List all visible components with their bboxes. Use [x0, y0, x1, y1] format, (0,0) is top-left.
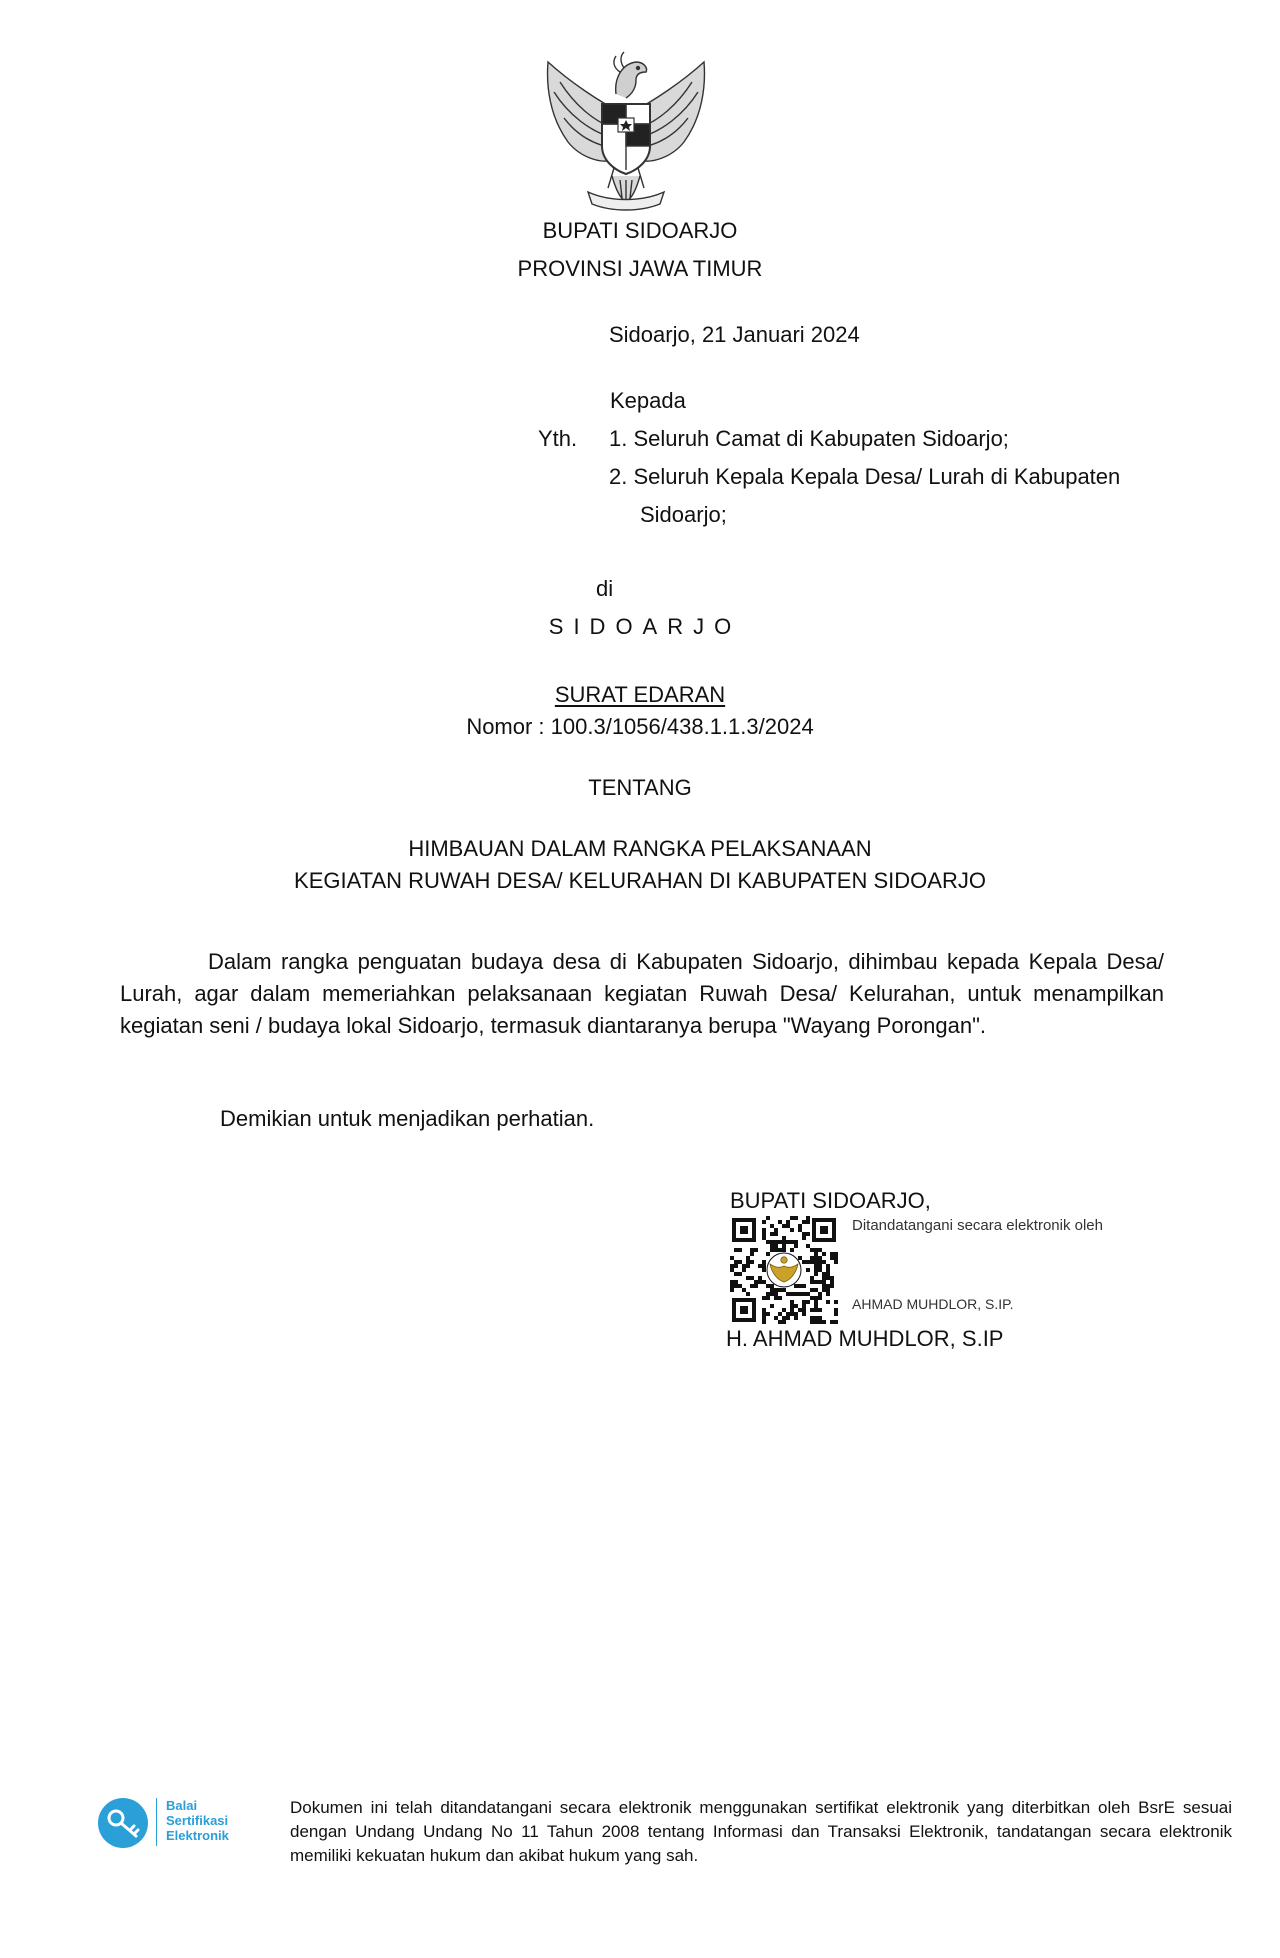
- qr-module: [774, 1244, 778, 1248]
- qr-module: [834, 1252, 838, 1256]
- footer-logo-divider: [156, 1798, 157, 1846]
- qr-module: [814, 1260, 818, 1264]
- qr-module: [778, 1296, 782, 1300]
- qr-module: [754, 1248, 758, 1252]
- qr-module: [746, 1260, 750, 1264]
- qr-module: [826, 1300, 830, 1304]
- qr-module: [766, 1296, 770, 1300]
- qr-module: [782, 1224, 786, 1228]
- qr-module: [822, 1284, 826, 1288]
- qr-module: [738, 1260, 742, 1264]
- qr-module: [810, 1260, 814, 1264]
- qr-module: [782, 1248, 786, 1252]
- qr-module: [742, 1288, 746, 1292]
- qr-module: [786, 1240, 790, 1244]
- qr-module: [782, 1316, 786, 1320]
- qr-module: [818, 1316, 822, 1320]
- qr-module: [774, 1316, 778, 1320]
- qr-module: [734, 1284, 738, 1288]
- qr-module: [778, 1312, 782, 1316]
- qr-module: [762, 1280, 766, 1284]
- qr-module: [734, 1280, 738, 1284]
- bsre-logo-line: Balai: [166, 1798, 198, 1813]
- qr-module: [738, 1284, 742, 1288]
- qr-module: [766, 1240, 770, 1244]
- qr-module: [790, 1312, 794, 1316]
- qr-module: [818, 1264, 822, 1268]
- qr-module: [818, 1248, 822, 1252]
- qr-module: [830, 1284, 834, 1288]
- qr-module: [830, 1280, 834, 1284]
- qr-module: [834, 1308, 838, 1312]
- qr-module: [762, 1220, 766, 1224]
- salutation-label: Yth.: [538, 426, 578, 451]
- qr-module: [770, 1292, 774, 1296]
- qr-module: [774, 1228, 778, 1232]
- qr-module: [754, 1284, 758, 1288]
- qr-module: [774, 1296, 778, 1300]
- qr-module: [794, 1312, 798, 1316]
- qr-module: [798, 1292, 802, 1296]
- qr-module: [762, 1236, 766, 1240]
- footer-esign-notice: Dokumen ini telah ditandatangani secara elektronik menggunakan sertifikat elektronik yang diterbitkan oleh BsrE sesuai dengan Undang Undang No 11 Tahun 2008 tentang Informasi dan Transaksi Elektronik, tandatangan secara elektronik memiliki kekuatan hukum dan akibat hukum yang sah.: [290, 1798, 1232, 1865]
- qr-module: [814, 1316, 818, 1320]
- qr-module: [822, 1260, 826, 1264]
- qr-module: [758, 1280, 762, 1284]
- qr-module: [770, 1248, 774, 1252]
- qr-module: [786, 1292, 790, 1296]
- qr-module: [814, 1320, 818, 1324]
- qr-module: [786, 1220, 790, 1224]
- qr-module: [750, 1276, 754, 1280]
- qr-module: [826, 1292, 830, 1296]
- qr-module: [806, 1300, 810, 1304]
- qr-module: [814, 1264, 818, 1268]
- qr-code-icon: [730, 1216, 838, 1324]
- qr-module: [802, 1312, 806, 1316]
- qr-module: [762, 1228, 766, 1232]
- qr-module: [790, 1228, 794, 1232]
- qr-module: [734, 1264, 738, 1268]
- qr-module: [750, 1248, 754, 1252]
- esign-note: Ditandatangani secara elektronik oleh: [852, 1217, 1103, 1234]
- qr-module: [746, 1276, 750, 1280]
- qr-module: [814, 1300, 818, 1304]
- bsre-logo-icon: [96, 1796, 150, 1850]
- qr-module: [802, 1232, 806, 1236]
- qr-module: [746, 1256, 750, 1260]
- qr-module: [746, 1264, 750, 1268]
- qr-module: [770, 1284, 774, 1288]
- qr-module: [758, 1276, 762, 1280]
- qr-module: [798, 1256, 802, 1260]
- qr-module: [762, 1320, 766, 1324]
- qr-module: [794, 1304, 798, 1308]
- qr-module: [810, 1276, 814, 1280]
- letter-date: Sidoarjo, 21 Januari 2024: [609, 322, 860, 347]
- qr-module: [774, 1240, 778, 1244]
- recipient-item: 2. Seluruh Kepala Kepala Desa/ Lurah di Kabupaten: [609, 464, 1121, 489]
- qr-module: [802, 1236, 806, 1240]
- qr-module: [762, 1308, 766, 1312]
- qr-module: [806, 1220, 810, 1224]
- qr-module: [790, 1300, 794, 1304]
- qr-module: [794, 1292, 798, 1296]
- qr-module: [794, 1216, 798, 1220]
- qr-module: [790, 1216, 794, 1220]
- qr-module: [762, 1312, 766, 1316]
- garuda-emblem-icon: [540, 42, 712, 217]
- qr-module: [738, 1248, 742, 1252]
- qr-module: [778, 1220, 782, 1224]
- qr-module: [734, 1248, 738, 1252]
- qr-module: [770, 1240, 774, 1244]
- qr-module: [806, 1216, 810, 1220]
- qr-module: [802, 1260, 806, 1264]
- qr-module: [822, 1272, 826, 1276]
- qr-module: [770, 1288, 774, 1292]
- qr-module: [770, 1232, 774, 1236]
- qr-module: [826, 1264, 830, 1268]
- qr-module: [818, 1268, 822, 1272]
- qr-module: [814, 1252, 818, 1256]
- qr-module: [810, 1288, 814, 1292]
- qr-module: [818, 1256, 822, 1260]
- signatory-title: BUPATI SIDOARJO,: [730, 1188, 931, 1213]
- qr-module: [834, 1256, 838, 1260]
- subject-heading: TENTANG: [588, 775, 692, 800]
- qr-module: [806, 1268, 810, 1272]
- qr-module: [818, 1260, 822, 1264]
- qr-module: [766, 1312, 770, 1316]
- qr-module: [834, 1300, 838, 1304]
- qr-module: [814, 1304, 818, 1308]
- qr-module: [770, 1244, 774, 1248]
- qr-module: [766, 1216, 770, 1220]
- qr-module: [830, 1252, 834, 1256]
- qr-module: [782, 1240, 786, 1244]
- document-type: SURAT EDARAN: [554, 682, 726, 707]
- qr-module: [730, 1264, 734, 1268]
- government-title: BUPATI SIDOARJO: [542, 218, 738, 243]
- qr-module: [762, 1316, 766, 1320]
- qr-module: [818, 1296, 822, 1300]
- qr-module: [822, 1320, 826, 1324]
- qr-module: [806, 1244, 810, 1248]
- qr-module: [822, 1252, 826, 1256]
- qr-module: [786, 1224, 790, 1228]
- qr-module: [782, 1288, 786, 1292]
- bsre-logo-line: Sertifikasi: [166, 1813, 229, 1828]
- recipient-heading: Kepada: [610, 388, 686, 413]
- qr-module: [742, 1264, 746, 1268]
- qr-module: [814, 1296, 818, 1300]
- qr-module: [806, 1260, 810, 1264]
- qr-module: [750, 1260, 754, 1264]
- recipient-item: 1. Seluruh Camat di Kabupaten Sidoarjo;: [609, 426, 1009, 451]
- qr-module: [758, 1264, 762, 1268]
- qr-module: [802, 1220, 806, 1224]
- document-number: Nomor : 100.3/1056/438.1.1.3/2024: [466, 714, 814, 739]
- qr-module: [794, 1244, 798, 1248]
- qr-module: [834, 1260, 838, 1264]
- qr-module: [762, 1264, 766, 1268]
- qr-module: [734, 1260, 738, 1264]
- qr-module: [750, 1284, 754, 1288]
- qr-module: [790, 1292, 794, 1296]
- qr-module: [798, 1224, 802, 1228]
- qr-module: [742, 1268, 746, 1272]
- qr-module: [730, 1256, 734, 1260]
- qr-module: [738, 1272, 742, 1276]
- bsre-logo-text: [160, 1798, 229, 1843]
- qr-module: [826, 1288, 830, 1292]
- qr-module: [818, 1320, 822, 1324]
- qr-module: [782, 1320, 786, 1324]
- qr-module: [810, 1256, 814, 1260]
- qr-module: [826, 1276, 830, 1280]
- qr-module: [814, 1256, 818, 1260]
- qr-module: [798, 1228, 802, 1232]
- qr-module: [822, 1280, 826, 1284]
- qr-module: [770, 1224, 774, 1228]
- qr-module: [762, 1296, 766, 1300]
- qr-module: [790, 1248, 794, 1252]
- closing-sentence: Demikian untuk menjadikan perhatian.: [220, 1106, 595, 1131]
- qr-module: [834, 1312, 838, 1316]
- qr-module: [790, 1304, 794, 1308]
- qr-module: [802, 1300, 806, 1304]
- qr-module: [782, 1236, 786, 1240]
- qr-module: [794, 1316, 798, 1320]
- qr-module: [778, 1248, 782, 1252]
- qr-module: [814, 1288, 818, 1292]
- qr-module: [822, 1276, 826, 1280]
- qr-module: [730, 1288, 734, 1292]
- location-prefix: di: [596, 576, 614, 601]
- qr-module: [810, 1280, 814, 1284]
- subject-line: HIMBAUAN DALAM RANGKA PELAKSANAAN: [408, 836, 872, 861]
- qr-module: [766, 1252, 770, 1256]
- qr-module: [782, 1308, 786, 1312]
- qr-module: [754, 1280, 758, 1284]
- esign-name: AHMAD MUHDLOR, S.IP.: [852, 1296, 1014, 1312]
- qr-module: [730, 1280, 734, 1284]
- qr-module: [818, 1292, 822, 1296]
- qr-module: [774, 1292, 778, 1296]
- qr-module: [806, 1232, 810, 1236]
- qr-module: [794, 1284, 798, 1288]
- qr-module: [770, 1304, 774, 1308]
- qr-module: [762, 1260, 766, 1264]
- qr-module: [750, 1252, 754, 1256]
- location-name: SIDOARJO: [548, 614, 742, 639]
- qr-module: [778, 1288, 782, 1292]
- qr-module: [730, 1284, 734, 1288]
- qr-module: [826, 1272, 830, 1276]
- qr-module: [810, 1320, 814, 1324]
- qr-module: [810, 1248, 814, 1252]
- qr-module: [786, 1316, 790, 1320]
- qr-module: [810, 1308, 814, 1312]
- qr-module: [802, 1284, 806, 1288]
- recipient-item-continuation: Sidoarjo;: [640, 502, 727, 527]
- qr-module: [766, 1292, 770, 1296]
- qr-module: [830, 1256, 834, 1260]
- bsre-logo-line: Elektronik: [166, 1828, 229, 1843]
- qr-module: [810, 1296, 814, 1300]
- qr-module: [810, 1316, 814, 1320]
- qr-module: [802, 1308, 806, 1312]
- qr-module: [834, 1320, 838, 1324]
- qr-module: [798, 1284, 802, 1288]
- qr-module: [762, 1268, 766, 1272]
- qr-module: [782, 1244, 786, 1248]
- qr-module: [790, 1240, 794, 1244]
- qr-module: [826, 1284, 830, 1288]
- qr-module: [818, 1280, 822, 1284]
- qr-module: [730, 1268, 734, 1272]
- qr-module: [774, 1288, 778, 1292]
- qr-module: [806, 1292, 810, 1296]
- qr-module: [818, 1308, 822, 1312]
- qr-module: [822, 1288, 826, 1292]
- qr-module: [774, 1232, 778, 1236]
- signatory-name: H. AHMAD MUHDLOR, S.IP: [726, 1326, 1004, 1351]
- government-province: PROVINSI JAWA TIMUR: [517, 256, 763, 281]
- qr-module: [778, 1320, 782, 1324]
- qr-module: [814, 1280, 818, 1284]
- qr-module: [774, 1248, 778, 1252]
- qr-module: [798, 1308, 802, 1312]
- qr-module: [814, 1248, 818, 1252]
- qr-module: [794, 1240, 798, 1244]
- qr-module: [802, 1304, 806, 1308]
- qr-module: [814, 1308, 818, 1312]
- qr-module: [830, 1276, 834, 1280]
- qr-module: [766, 1284, 770, 1288]
- qr-module: [814, 1272, 818, 1276]
- subject-line: KEGIATAN RUWAH DESA/ KELURAHAN DI KABUPATEN SIDOARJO: [294, 868, 986, 893]
- qr-module: [734, 1272, 738, 1276]
- body-paragraph: Dalam rangka penguatan budaya desa di Kabupaten Sidoarjo, dihimbau kepada Kepala Desa/ Lurah, agar dalam memeriahkan pelaksanaan kegiatan Ruwah Desa/ Kelurahan, untuk menampilkan kegiatan seni / budaya lokal Sidoarjo, termasuk diantaranya berupa "Wayang Porongan".: [120, 949, 1164, 1038]
- qr-module: [814, 1268, 818, 1272]
- qr-module: [826, 1268, 830, 1272]
- qr-module: [746, 1292, 750, 1296]
- qr-module: [790, 1308, 794, 1312]
- qr-module: [802, 1292, 806, 1296]
- qr-module: [778, 1240, 782, 1244]
- qr-module: [786, 1312, 790, 1316]
- qr-module: [830, 1320, 834, 1324]
- qr-module: [762, 1232, 766, 1236]
